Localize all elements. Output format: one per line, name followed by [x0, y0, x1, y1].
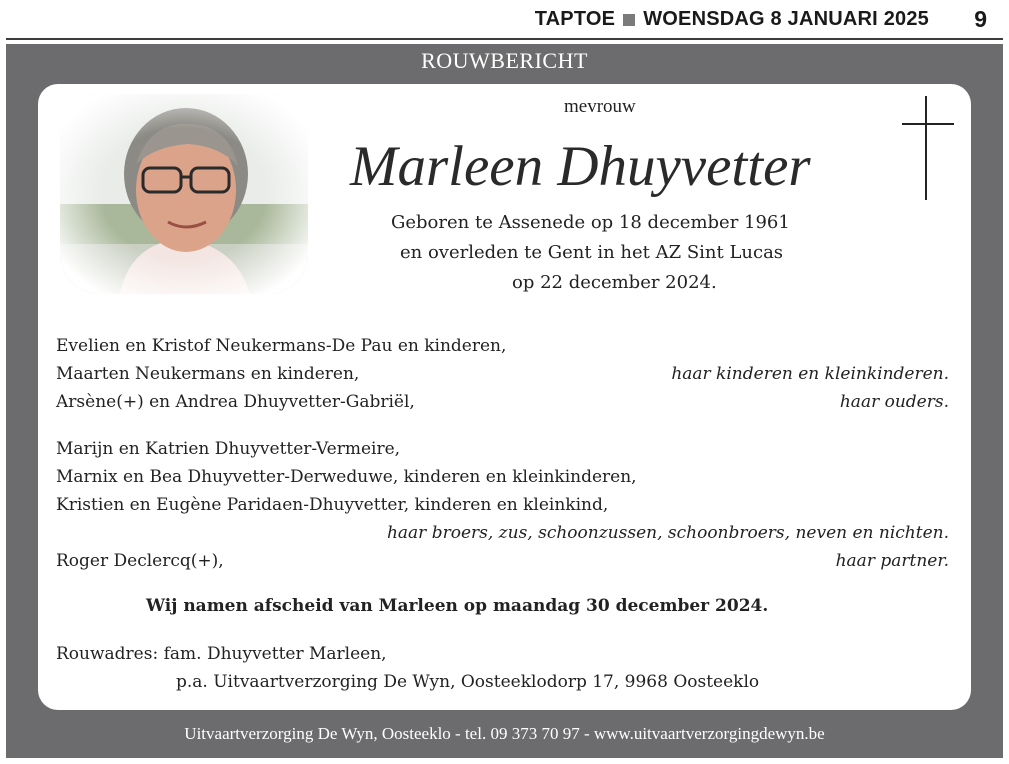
page-number: 9	[974, 6, 987, 32]
salutation: mevrouw	[564, 96, 636, 117]
notice-header: ROUWBERICHT	[421, 48, 588, 73]
family-line: Arsène(+) en Andrea Dhuyvetter-Gabriël,	[56, 392, 415, 412]
deceased-name: Marleen Dhuyvetter	[350, 135, 811, 198]
portrait-photo	[60, 94, 308, 294]
masthead-title	[535, 8, 929, 31]
family-line: Roger Declercq(+),	[56, 551, 224, 571]
family-relation: haar kinderen en kleinkinderen.	[671, 364, 949, 384]
funeral-home-footer: Uitvaartverzorging De Wyn, Oosteeklo - tel. 09 373 70 97 - www.uitvaartverzorgingdewyn.be	[184, 724, 825, 743]
cross-icon	[900, 94, 956, 202]
family-relation: haar broers, zus, schoonzussen, schoonbroers, neven en nichten.	[386, 523, 949, 543]
masthead-rule	[6, 38, 1003, 40]
mourning-address-detail: p.a. Uitvaartverzorging De Wyn, Oosteeklodorp 17, 9968 Oosteeklo	[176, 672, 760, 692]
obituary-frame	[6, 44, 1003, 758]
newspaper-masthead	[0, 0, 1009, 40]
issue-date: WOENSDAG 8 JANUARI 2025	[643, 8, 929, 30]
death-line: en overleden te Gent in het AZ Sint Lucas	[400, 242, 784, 263]
family-relation: haar ouders.	[839, 392, 949, 412]
family-line: Maarten Neukermans en kinderen,	[56, 364, 360, 384]
family-line: Marnix en Bea Dhuyvetter-Derweduwe, kinderen en kleinkinderen,	[56, 467, 637, 487]
family-line: Kristien en Eugène Paridaen-Dhuyvetter, kinderen en kleinkind,	[56, 495, 609, 515]
obituary-card	[38, 84, 971, 710]
family-relation: haar partner.	[835, 551, 949, 571]
family-line: Evelien en Kristof Neukermans-De Pau en kinderen,	[56, 336, 507, 356]
separator-square-icon	[623, 14, 635, 26]
mourning-address: Rouwadres: fam. Dhuyvetter Marleen,	[56, 644, 387, 664]
paper-name: TAPTOE	[534, 8, 616, 30]
portrait-illustration	[60, 94, 308, 294]
farewell-statement: Wij namen afscheid van Marleen op maandag 30 december 2024.	[146, 596, 769, 616]
death-date-line: op 22 december 2024.	[512, 272, 717, 293]
family-line: Marijn en Katrien Dhuyvetter-Vermeire,	[56, 439, 401, 459]
birth-line: Geboren te Assenede op 18 december 1961	[391, 212, 790, 233]
